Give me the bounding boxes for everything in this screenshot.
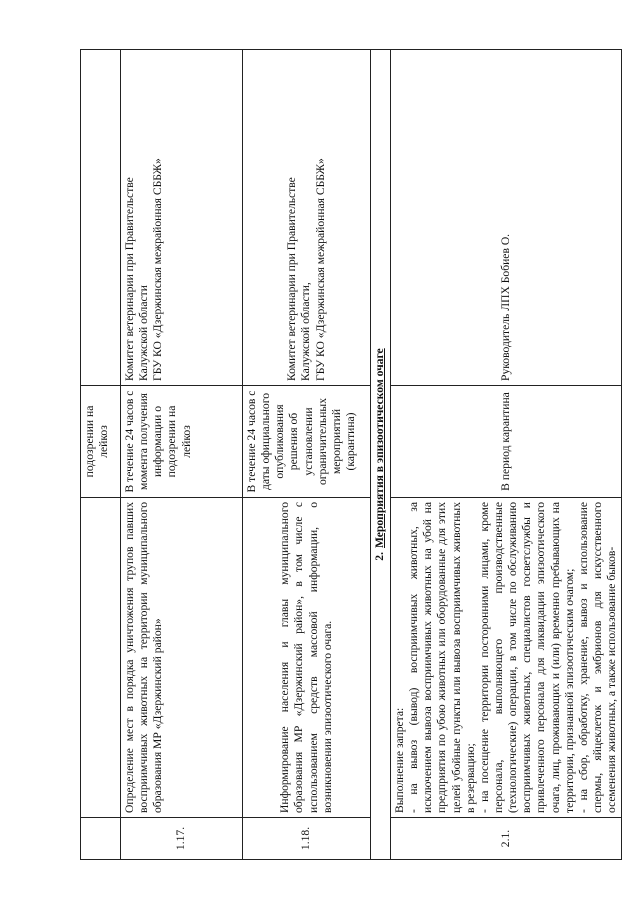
term-line: опубликования: [273, 404, 287, 479]
term-line: В течение 24 часов с: [245, 390, 258, 493]
row-term: [243, 386, 371, 498]
cell-num-empty: [81, 818, 121, 860]
term-line: подозрении на лейкоз: [165, 405, 193, 478]
table-row: [391, 50, 622, 860]
table-row: [243, 50, 371, 860]
cell-term: подозрении на лейкоз: [81, 386, 121, 498]
section-number: 2.: [373, 552, 387, 561]
term-line: информации о: [151, 405, 165, 478]
measures-table: [80, 49, 622, 860]
responsible-line: Калужской области: [137, 285, 151, 381]
row-action: Определение мест в порядка уничтожения трупов павших восприимчивых животных на территории муниципального образования МР «Дзержинский район»: [121, 498, 243, 818]
row-number: 2.1.: [391, 818, 622, 860]
section-header-row: [371, 50, 391, 860]
row-responsible: Руководитель ЛПХ Бобиев О.: [391, 50, 622, 386]
responsible-line: ГБУ КО «Дзержинская межрайонная СББЖ»: [151, 158, 165, 381]
cell-action-empty: [81, 498, 121, 818]
term-line: В течение 24 часов с: [123, 390, 136, 493]
action-line: - на сбор, обработку, хранение, вывоз и использование спермы, яйцеклеток и эмбрионов для искусственного осеменения животных, а также использование быков-: [576, 502, 619, 813]
term-line: даты официального: [259, 393, 273, 491]
table-row: [121, 50, 243, 860]
term-line: установлении: [301, 407, 315, 476]
table-row-top: [81, 50, 121, 860]
row-responsible: [121, 50, 243, 386]
row-number: 1.18.: [243, 818, 371, 860]
responsible-line: Калужской области,: [299, 282, 313, 381]
responsible-line: Комитет ветеринарии при Правительстве: [285, 177, 299, 381]
responsible-line: ГБУ КО «Дзержинская межрайонная СББЖ»: [313, 158, 327, 381]
term-line: (карантина): [343, 412, 357, 471]
action-line: - на посещение территории посторонними лицами, кроме персонала, выполняющего производственные (технологические) операции, в том числе по обслуживанию восприимчивых животных, специалистов госветслужбы и привлеченного персонала для ликвидации эпизоотического очага, лиц, проживающих и (или) временно пребывающих на территории, признанной эпизоотическим очагом;: [477, 502, 576, 813]
row-responsible: [243, 50, 371, 386]
term-line: ограничительных: [315, 398, 329, 486]
row-number: 1.17.: [121, 818, 243, 860]
row-term: [121, 386, 243, 498]
section-title: Мероприятия в эпизоотическом очаге: [373, 348, 387, 548]
term-line: решения об: [287, 412, 301, 471]
term-line: момента получения: [137, 393, 151, 491]
row-term: В период карантина: [391, 386, 622, 498]
section-header: [371, 50, 391, 860]
term-line: мероприятий: [329, 408, 343, 475]
row-action: [391, 498, 622, 818]
responsible-line: Комитет ветеринарии при Правительстве: [123, 177, 136, 381]
rotated-page: [80, 50, 619, 860]
cell-responsible-empty: [81, 50, 121, 386]
row-action: Информирование населения и главы муниципального образования МР «Дзержинский район», в том числе с использованием средств массовой информации, о возникновении эпизоотического очага.: [243, 498, 371, 818]
action-line: Выполнение запрета:: [393, 707, 406, 813]
action-line: - на вывоз (вывод) восприимчивых животных, за исключением вывоза восприимчивых животных на убой на предприятия по убою животных или оборудованные для этих целей убойные пункты или вывоза восприимчивых животных в резервацию;: [407, 502, 477, 813]
